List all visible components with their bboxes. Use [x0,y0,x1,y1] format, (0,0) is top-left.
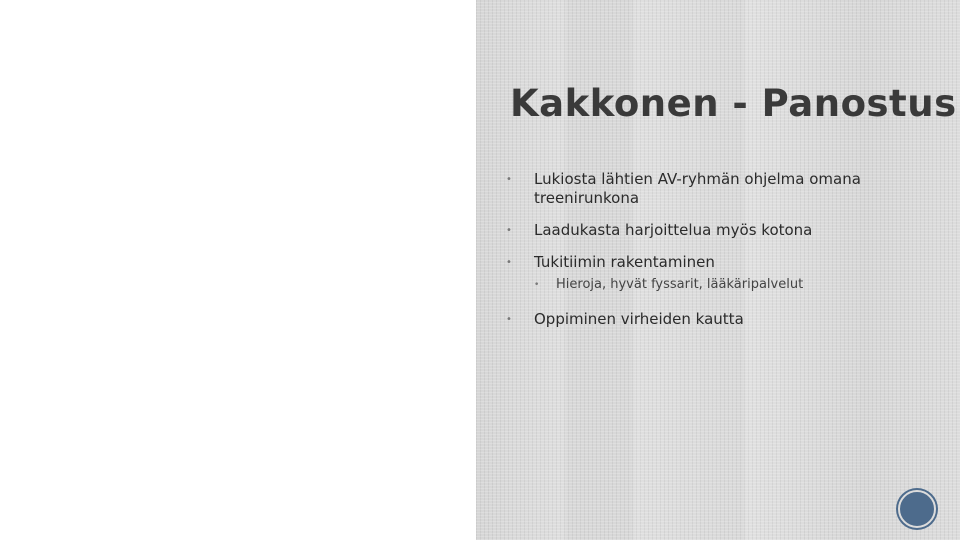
bullet-text: Laadukasta harjoittelua myös kotona [534,221,813,239]
slide-number-badge-icon [898,490,936,528]
bullet-text: Tukitiimin rakentaminen [534,253,715,271]
slide-title: Kakkonen - Panostus [510,82,957,125]
bullet-marker: • [506,314,512,325]
bullet-text: Oppiminen virheiden kautta [534,310,744,328]
sub-bullet-item [534,276,906,294]
bullet-text: Lukiosta lähtien AV-ryhmän ohjelma omana treenirunkona [534,170,861,207]
bullet-list [506,170,906,342]
bullet-marker: • [506,225,512,236]
bullet-item [506,170,906,208]
sub-bullet-text: Hieroja, hyvät fyssarit, lääkäripalvelut [556,277,804,292]
bullet-marker: • [506,174,512,185]
sub-bullet-marker: • [534,280,540,290]
bullet-item [506,221,906,240]
bullet-marker: • [506,257,512,268]
bullet-item [506,253,906,294]
bullet-item [506,310,906,329]
sub-bullet-list [534,276,906,294]
